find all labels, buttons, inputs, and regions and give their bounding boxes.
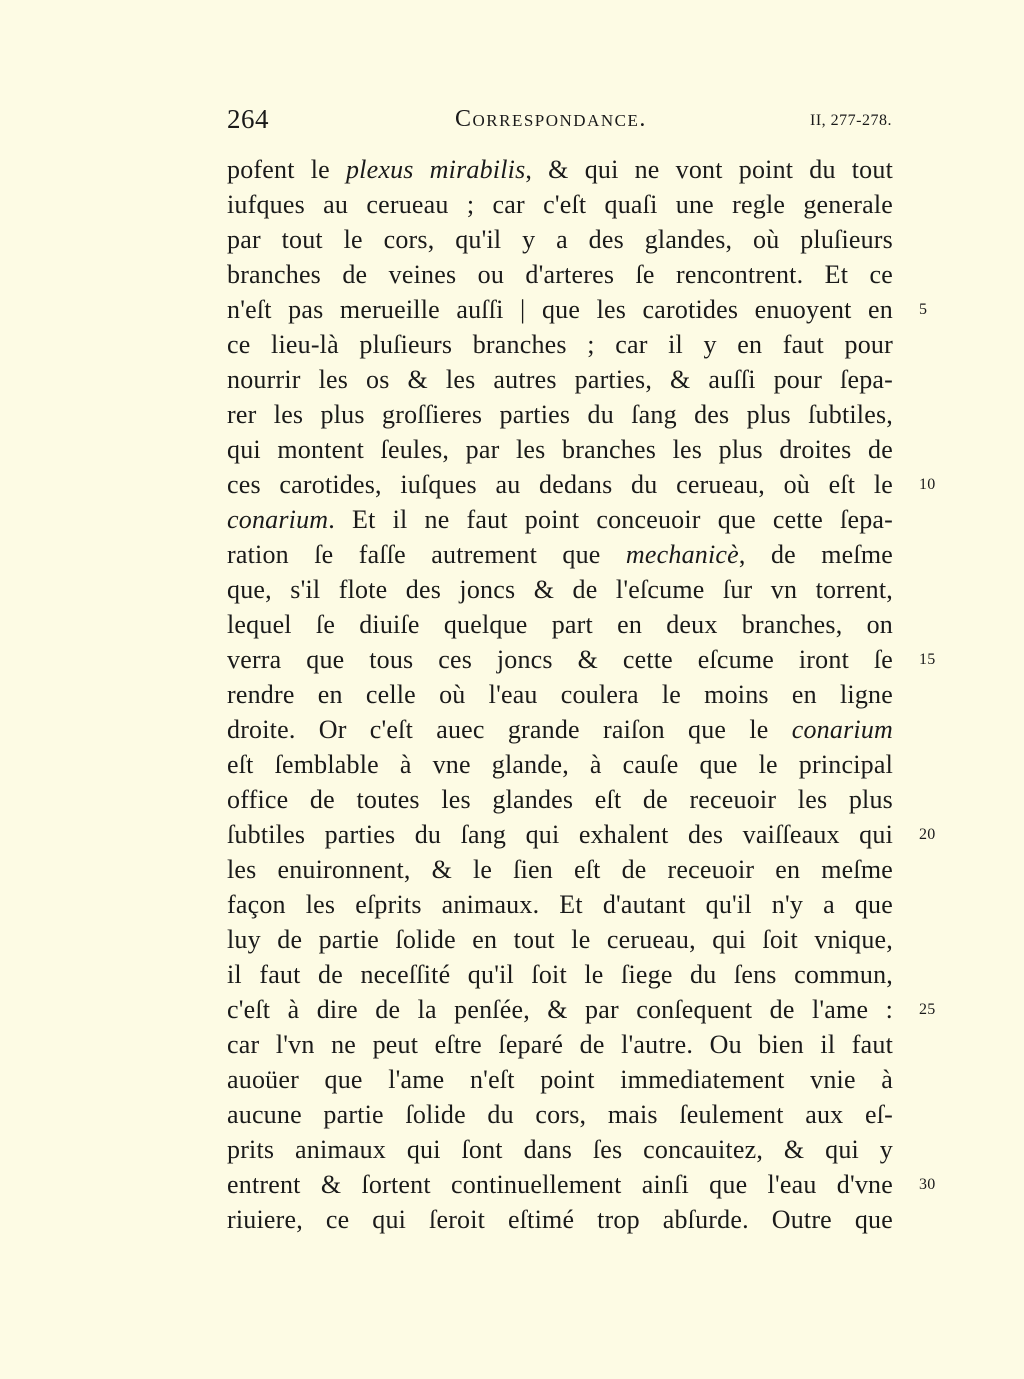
- text-line: [227, 887, 893, 922]
- line-text-roman: office de toutes les glandes eſt de receuoir les plus: [227, 785, 893, 814]
- line-text-roman: eſt ſemblable à vne glande, à cauſe que le principal: [227, 750, 893, 779]
- text-line: [227, 1097, 893, 1132]
- text-line: [227, 537, 893, 572]
- text-line: [227, 1202, 893, 1237]
- line-text: [227, 152, 893, 187]
- page-header: [227, 104, 892, 144]
- text-line: [227, 257, 893, 292]
- line-text: [227, 1097, 893, 1132]
- line-text: [227, 1132, 893, 1167]
- line-text-roman-after: . Et il ne faut point conceuoir que cette ſepa-: [328, 505, 893, 534]
- line-number: 25: [919, 1001, 936, 1018]
- line-text-roman: c'eſt à dire de la penſée, & par conſequent de l'ame :: [227, 995, 893, 1024]
- text-line: [227, 817, 936, 852]
- line-text-roman: que, s'il flote des joncs & de l'eſcume ſur vn torrent,: [227, 575, 893, 604]
- text-line: [227, 572, 893, 607]
- text-line: [227, 957, 893, 992]
- running-title: Correspondance.: [455, 106, 647, 132]
- line-text: [227, 747, 893, 782]
- text-line: [227, 502, 893, 537]
- text-line: [227, 782, 893, 817]
- text-line: [227, 922, 893, 957]
- line-text-roman: les enuironnent, & le ſien eſt de receuoir en meſme: [227, 855, 893, 884]
- text-line: [227, 852, 893, 887]
- text-line: [227, 642, 936, 677]
- line-text: [227, 432, 893, 467]
- line-text-roman: riuiere, ce qui ſeroit eſtimé trop abſurde. Outre que: [227, 1205, 893, 1234]
- line-text: [227, 992, 893, 1027]
- page-number: 264: [227, 104, 269, 134]
- line-text-roman: branches de veines ou d'arteres ſe rencontrent. Et ce: [227, 260, 893, 289]
- line-text: [227, 257, 893, 292]
- text-line: [227, 292, 928, 327]
- line-text: [227, 397, 893, 432]
- line-text: [227, 222, 893, 257]
- text-line: [227, 1132, 893, 1167]
- line-number: 30: [919, 1176, 936, 1193]
- text-line: [227, 992, 936, 1027]
- body-text: [227, 152, 936, 1237]
- text-line: [227, 747, 893, 782]
- line-text: [227, 327, 893, 362]
- line-text-roman: n'eſt pas merueille auſſi | que les carotides enuoyent en: [227, 295, 893, 324]
- line-text-roman: luy de partie ſolide en tout le cerueau, qui ſoit vnique,: [227, 925, 893, 954]
- line-text: [227, 537, 893, 572]
- line-text: [227, 502, 893, 537]
- line-text: [227, 782, 893, 817]
- line-text: [227, 677, 893, 712]
- line-text: [227, 922, 893, 957]
- line-text-italic: plexus mirabilis: [345, 155, 526, 184]
- text-line: [227, 607, 893, 642]
- text-line: [227, 432, 893, 467]
- line-text: [227, 572, 893, 607]
- line-text-roman: iufques au cerueau ; car c'eſt quaſi une regle generale: [227, 190, 893, 219]
- text-line: [227, 152, 893, 187]
- line-text: [227, 1202, 893, 1237]
- line-text-roman: aucune partie ſolide du cors, mais ſeulement aux eſ-: [227, 1100, 893, 1129]
- line-text-italic: mechanicè: [625, 540, 739, 569]
- line-text-roman: nourrir les os & les autres parties, & auſſi pour ſepa-: [227, 365, 893, 394]
- line-text-roman: rendre en celle où l'eau coulera le moins en ligne: [227, 680, 893, 709]
- line-text: [227, 292, 893, 327]
- text-line: [227, 397, 893, 432]
- line-text-roman: pofent le: [227, 155, 346, 184]
- line-text-roman-after: , & qui ne vont point du tout: [525, 155, 894, 184]
- line-text-roman: il faut de neceſſité qu'il ſoit le ſiege du ſens commun,: [227, 960, 893, 989]
- line-text: [227, 607, 893, 642]
- line-text-roman: façon les eſprits animaux. Et d'autant qu'il n'y a que: [227, 890, 893, 919]
- text-line: [227, 222, 893, 257]
- line-text-roman: ſubtiles parties du ſang qui exhalent des vaiſſeaux qui: [227, 820, 893, 849]
- line-text: [227, 852, 893, 887]
- line-text: [227, 467, 893, 502]
- text-line: [227, 467, 936, 502]
- line-text: [227, 712, 893, 747]
- line-text-roman: ce lieu-là pluſieurs branches ; car il y en faut pour: [227, 330, 893, 359]
- line-text-roman-after: , de meſme: [738, 540, 893, 569]
- text-line: [227, 362, 893, 397]
- line-text-roman: entrent & ſortent continuellement ainſi que l'eau d'vne: [227, 1170, 893, 1199]
- text-line: [227, 327, 893, 362]
- line-number: 10: [919, 476, 936, 493]
- text-line: [227, 677, 893, 712]
- line-text-roman: rer les plus groſſieres parties du ſang des plus ſubtiles,: [227, 400, 893, 429]
- line-text-roman: ces carotides, iuſques au dedans du cerueau, où eſt le: [227, 470, 893, 499]
- line-number: 15: [919, 651, 936, 668]
- line-text: [227, 642, 893, 677]
- line-text: [227, 957, 893, 992]
- line-number: 20: [919, 826, 936, 843]
- line-text-roman: lequel ſe diuiſe quelque part en deux branches, on: [227, 610, 893, 639]
- line-text: [227, 187, 893, 222]
- line-text-roman: auoüer que l'ame n'eſt point immediatement vnie à: [227, 1065, 893, 1094]
- text-line: [227, 1062, 893, 1097]
- text-line: [227, 1027, 893, 1062]
- line-text-roman: droite. Or c'eſt auec grande raiſon que le: [227, 715, 792, 744]
- text-line: [227, 1167, 936, 1202]
- text-line: [227, 187, 893, 222]
- line-text-roman: prits animaux qui ſont dans ſes concauitez, & qui y: [227, 1135, 893, 1164]
- line-text-italic: conarium: [791, 715, 893, 744]
- line-text-italic: conarium: [227, 505, 329, 534]
- line-text-roman: car l'vn ne peut eſtre ſeparé de l'autre. Ou bien il faut: [227, 1030, 893, 1059]
- line-number: 5: [919, 301, 928, 318]
- line-text: [227, 817, 893, 852]
- line-text: [227, 1062, 893, 1097]
- line-text-roman: ration ſe faſſe autrement que: [227, 540, 626, 569]
- line-text-roman: par tout le cors, qu'il y a des glandes, où pluſieurs: [227, 225, 893, 254]
- line-text: [227, 362, 893, 397]
- line-text-roman: verra que tous ces joncs & cette eſcume iront ſe: [227, 645, 893, 674]
- line-text-roman: qui montent ſeules, par les branches les plus droites de: [227, 435, 893, 464]
- line-text: [227, 1027, 893, 1062]
- page-reference: II, 277-278.: [810, 112, 892, 129]
- line-text: [227, 887, 893, 922]
- line-text: [227, 1167, 893, 1202]
- text-line: [227, 712, 893, 747]
